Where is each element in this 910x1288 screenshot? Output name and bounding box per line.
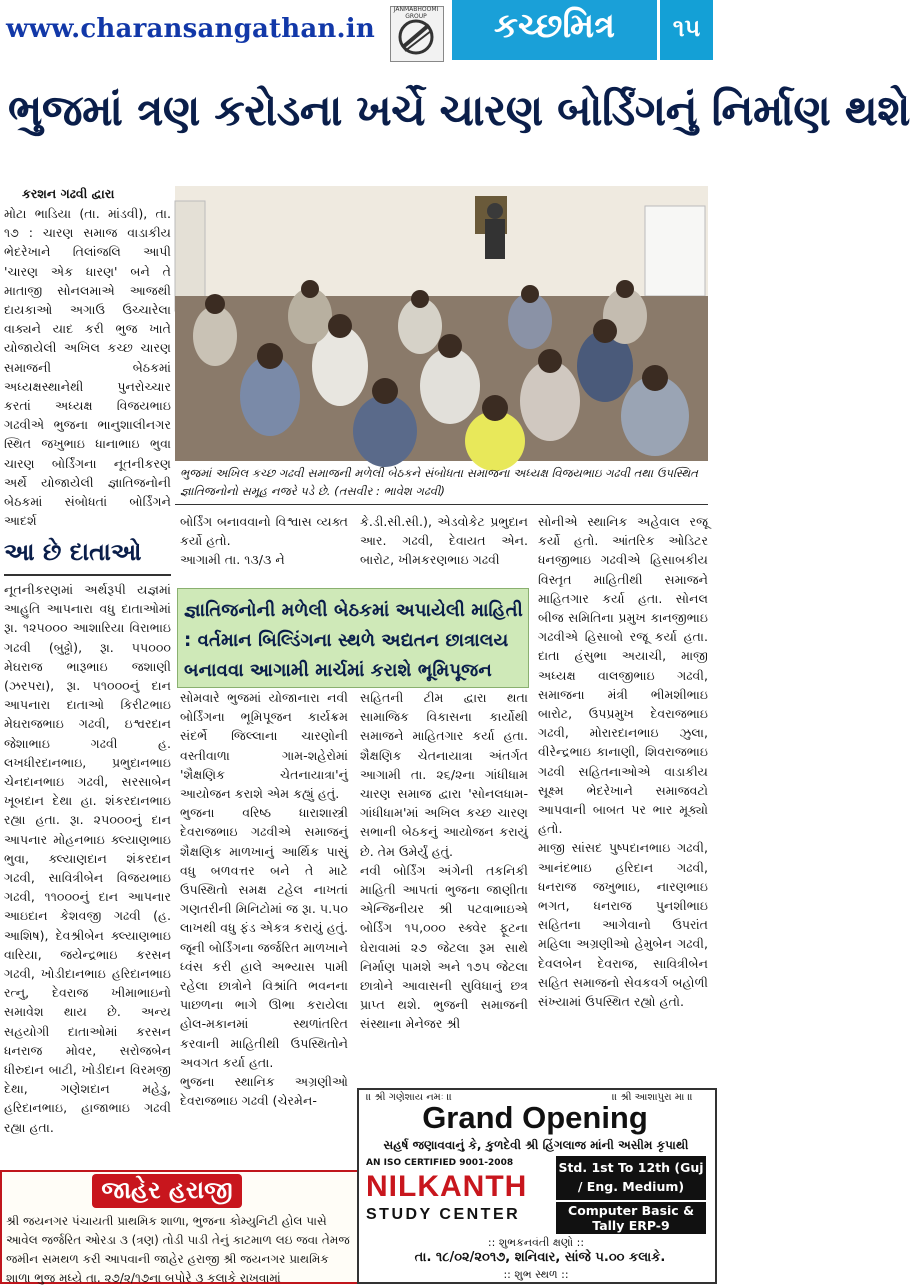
- highlight-text: જ્ઞાતિજનોની મળેલી બેઠકમાં અપાયેલી માહિતી : વર્તમાન બિલ્ડિંગના સ્થળે અદ્યતન છાત્રાલય બનાવવા આગામી માર્ચમાં કરાશે ભૂમિપૂજન: [184, 600, 523, 681]
- site-url[interactable]: www.charansangathan.in: [6, 14, 375, 44]
- invocation-right: ॥ શ્રી આશાપુરા મા ॥: [612, 1092, 693, 1103]
- meeting-photo: [175, 186, 708, 461]
- article-column-4: સોનીએ સ્થાનિક અહેવાલ રજૂ કર્યો હતો. આંતરિક ઓડિટર ધનજીભાઇ ગઢવીએ હિસાબકીય વિસ્તૃત માહિતીથી સમાજને માહિતગાર કર્યા હતા. સોનલ બીજ સમિતિના પ્રમુખ કાનજીભાઇ ગઢવીએ હિસાબો રજૂ કર્યા હતા. દાતા હંસુભા અયાચી, માજી અધ્યક્ષ વાલજીભાઇ ગઢવી, સમાજના મંત્રી ભીમશીભાઇ બારોટ, ઉપપ્રમુખ દેવરાજભાઇ ગઢવી, મોરારદાનભાઇ ઝુલા, વીરેન્દ્રભાઇ કાનાણી, શિવરાજભાઇ ગઢવી સહિતનાઓએ વાડાકીય સૂક્ષ્મ ભેદરેખાને સમાજવટો આપવાની બાબત પર ભાર મૂક્યો હતો. માજી સાંસદ પુષ્પદાનભાઇ ગઢવી, આનંદભાઇ હરિદાન ગઢવી, ધનરાજ જખુભાઇ, નારણભાઇ ભગત, ધનરાજ પુનશીભાઇ સહિતના આગેવાનો ઉપરાંત મહિલા અગ્રણીઓ હેમુબેન ગઢવી, દેવલબેન દેવરાજ, સાવિત્રીબેન સહિત સમાજનો સેવકવર્ગ બહોળી સંખ્યામાં ઉપસ્થિત રહ્યો હતો.: [538, 514, 708, 1010]
- auction-title: જાહેર હરાજી: [101, 1176, 233, 1204]
- donors-text: નૂતનીકરણમાં અર્થરૂપી યજ્ઞમાં આહુતિ આપનારા વધુ દાતાઓમાં રૂા. ૧૨૫૦૦૦ આશારિયા વિરાભાઇ ગઢવી (બુઢ્ઢો), રૂા. ૫૫૦૦૦ મેઘરાજ ભારૂભાઇ જશાણી (ઝરપરા), રૂા. ૫૧૦૦૦નું દાન આપનારા દાતાઓ કિરીટભાઇ મેઘરાજભાઇ ગઢવી, ઇશ્વરદાન જેશાભાઇ ગઢવી હ. લખધીરદાનભાઇ, પ્રભુદાનભાઇ ચેનદાનભાઇ ગઢવી, સરસાબેન ખૂબદાન દેથા હા. શંકરદાનભાઇ રહ્યા હતા. રૂા. ૨૫૦૦૦નું દાન આપનાર મોહનભાઇ ક્લ્યાણભાઇ ભુવા, ક્લ્યાણદાન શંકરદાન ગઢવી, સાવિત્રીબેન વિજયભાઇ ગઢવી, ૧૧૦૦૦નું દાન આપનાર આઇદાન કેશવજી ગઢવી (હ. આશિષ), દેવશ્રીબેન ક્લ્યાણભાઇ વારિયા, જયેન્દ્રભાઇ કરસન ગઢવી, ખોડીદાનભાઇ હરિદાનભાઇ રત્નુ, દેવરાજ ખીમાભાઇનો સમાવેશ થાય છે. અન્ય સહયોગી દાતાઓમાં કરસન ધનરાજ મોવર, સરોજબેન ધીરુદાન બાટી, ખોડીદાન વિરમજી દેથા, ગણેશદાન મહેડુ, હરિદાનભાઇ, હાજાભાઇ ગઢવી રહ્યા હતા.: [4, 582, 171, 1135]
- auction-text: શ્રી જયનગર પંચાયતી પ્રાથમિક શાળા, ભુજના કોમ્યુનિટી હોલ પાસે આવેલ જર્જરિત ઓરડા ૩ (ત્રણ) તોડી પાડી તેનું કાટમાળ લઇ જવા તેમજ જમીન સમથળ કરી આપવાની જાહેર હરાજી શ્રી જયનગર પ્રાથમિક શાળા ભુજ મધ્યે તા. ૨૭/૨/૧૭ના બપોરે ૩ કલાકે રાખવામાં: [6, 1214, 350, 1285]
- study-center-label: STUDY CENTER: [366, 1206, 521, 1223]
- grand-opening-subtitle: સહર્ષ જણાવવાનું કે, કુળદેવી શ્રી હિંગલાજ માંની અસીમ કૃપાથી: [383, 1138, 689, 1152]
- std-text: Std. 1st To 12th (Guj / Eng. Medium): [558, 1160, 704, 1194]
- grand-opening-title: Grand Opening: [422, 1100, 648, 1135]
- invocation-left: ॥ શ્રી ગણેશાય નમઃ ॥: [366, 1092, 453, 1103]
- muhurat-label: :: શુભકનવંતી ક્ષણો ::: [487, 1236, 585, 1249]
- article-column-3-top: કે.ડી.સી.સી.), એડવોકેટ પ્રભુદાન આર. ગઢવી, દેવાયત એન. બારોટ, ખીમકરણભાઇ ગઢવી: [360, 514, 528, 568]
- nilkanth-brand: NILKANTH: [366, 1170, 528, 1203]
- newspaper-brand: કચ્છમિત્ર: [493, 6, 616, 46]
- page-number: ૧૫: [672, 14, 701, 42]
- caption-divider: [175, 504, 708, 505]
- article-column-1: મોટા ભાડિયા (તા. માંડવી), તા. ૧૭ : ચારણ સમાજ વાડાકીય ભેદરેખાને તિલાંજલિ આપી 'ચારણ એક ધારણ' બને તે માતાજી સોનલમાએ આજથી દાયકાઓ અગાઉ ઉચ્ચારેલા વાક્યને યાદ કરી ભુજ ખાતે યોજાયેલી અખિલ કચ્છ ચારણ સમાજની બેઠકમાં અધ્યક્ષસ્થાનેથી પુનરોચ્ચાર કરતાં અધ્યક્ષ વિજયભાઇ ગઢવીએ ભુજના ભાનુશાલીનગર સ્થિત જખુભાઇ ધાનાભાઇ ભુવા ચારણ બોર્ડિંગના નૂતનીકરણ અર્થે યોજાયેલી જ્ઞાતિજનોની બેઠકમાં સંબોધતાં બોર્ડિંગને આદર્શ: [4, 206, 171, 529]
- donors-heading: આ છે દાતાઓ: [4, 538, 142, 566]
- publisher-logo-text: JANMABHOOMI GROUP: [393, 6, 439, 20]
- computer-text: Computer Basic & Tally ERP-9: [568, 1203, 694, 1233]
- article-column-2: સોમવારે ભુજમાં યોજાનારા નવી બોર્ડિંગના ભૂમિપૂજન કાર્યક્રમ સંદર્ભે જિલ્લાના ચારણોની વસ્તીવાળા ગામ-શહેરોમાં 'શૈક્ષણિક ચેતનાયાત્રા'નું આયોજન કરાશે એમ કહ્યું હતું. ભુજના વરિષ્ઠ ધારાશાસ્ત્રી દેવરાજભાઇ ગઢવીએ સમાજનું શૈક્ષણિક માળખાનું આર્થિક પાસું વધુ બળવત્તર બને તે માટે ઉપસ્થિતો સમક્ષ ટહેલ નાખતાં ગણતરીની મિનિટોમાં જ રૂા. ૫.૫૦ લાખથી વધુ ફંડ એકત્ર કરાયું હતું. જૂની બોર્ડિંગના જર્જરિત માળખાને ધ્વંસ કરી હાલે અભ્યાસ પામી રહેલા છાત્રોને વિશ્રાંતિ ભવનના પાછળના ભાગે ઊભા કરાયેલા હોલ-મકાનમાં સ્થળાંતરિત કરવાની માહિતીથી ઉપસ્થિતોને અવગત કર્યા હતા. ભુજના સ્થાનિક અગ્રણીઓ દેવરાજભાઇ ગઢવી (ચેરમેન-: [180, 690, 348, 1109]
- photo-caption: ભુજમાં અખિલ કચ્છ ગઢવી સમાજની મળેલી બેઠકને સંબોધતા સમાજના અધ્યક્ષ વિજયભાઇ ગઢવી તથા ઉપસ્થિત જ્ઞાતિજનોનો સમૂહ નજરે પડે છે. (તસવીર : ભાવેશ ગઢવી): [180, 466, 698, 498]
- article-column-2-top: બોર્ડિંગ બનાવવાનો વિશ્વાસ વ્યક્ત કર્યો હતો. આગામી તા. ૧૩/૩ ને: [180, 514, 348, 568]
- venue-label: :: શુભ સ્થળ ::: [503, 1268, 569, 1281]
- iso-certification: AN ISO CERTIFIED 9001-2008: [366, 1158, 514, 1168]
- article-column-3: સહિતની ટીમ દ્વારા થતા સામાજિક વિકાસના કાર્યોથી સમાજને માહિતગાર કર્યા હતા. શૈક્ષણિક ચેતનાયાત્રા અંતર્ગત આગામી તા. ૨૬/૨ના ગાંધીધામ ચારણ સમાજ દ્વારા 'સોનલધામ-ગાંધીધામ'માં અખિલ કચ્છ ચારણ સભાની બેઠકનું આયોજન કરાયું છે. તેમ ઉમેર્યું હતું. નવી બોર્ડિંગ અંગેની તકનિકી માહિતી આપતાં ભુજના જાણીતા એન્જિનીયર શ્રી પટવાભાઇએ બોર્ડિંગ ૧૫,૦૦૦ સ્ક્વેર ફૂટના ઘેરાવામાં ૨૭ જેટલા રૂમ સાથે નિર્માણ પામશે અને ૧૭૫ જેટલા છાત્રોને આવાસની સુવિધાનું છત્ર પ્રાપ્ત થશે. ભુજની સમાજની સંસ્થાના મેનેજર શ્રી: [360, 690, 528, 1032]
- opening-date: તા. ૧૮/૦૨/૨૦૧૭, શનિવાર, સાંજે ૫.૦૦ કલાકે.: [414, 1250, 666, 1265]
- headline: ભુજમાં ત્રણ કરોડના ખર્ચે ચારણ બોર્ડિંગનું નિર્માણ થશે: [8, 86, 910, 136]
- donors-rule: [4, 574, 171, 576]
- byline: કરશન ગઢવી દ્વારા: [22, 186, 115, 201]
